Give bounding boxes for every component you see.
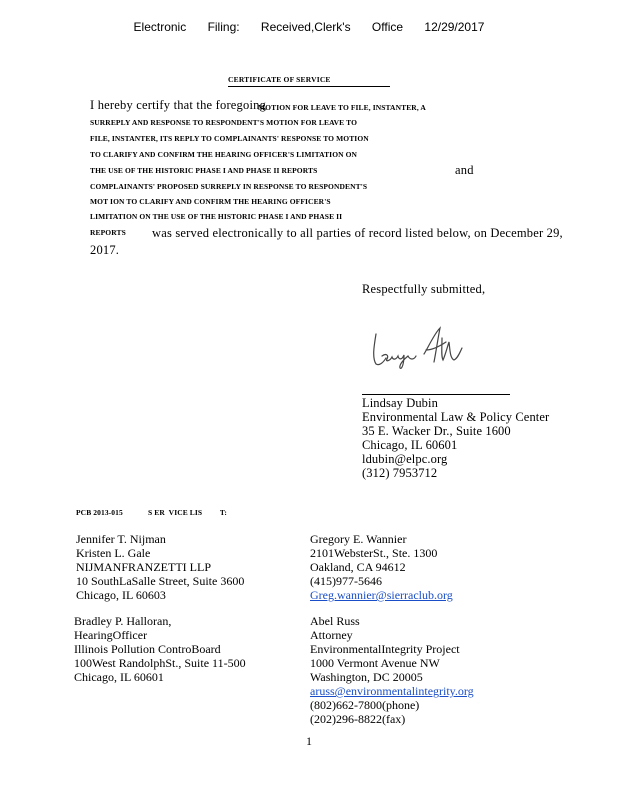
signer-name: Lindsay Dubin <box>362 396 438 410</box>
service-line: Jennifer T. Nijman <box>76 532 166 546</box>
service-line: 10 SouthLaSalle Street, Suite 3600 <box>76 574 245 588</box>
header-date: 12/29/2017 <box>424 20 485 34</box>
service-line: NIJMANFRANZETTI LLP <box>76 560 211 574</box>
certify-intro: I hereby certify that the foregoing <box>90 98 267 112</box>
surreply-line-2: MOT ION TO CLARIFY AND CONFIRM THE HEARING OFFICER'S <box>90 197 331 206</box>
service-line: 1000 Vermont Avenue NW <box>310 656 440 670</box>
motion-line-3: FILE, INSTANTER, ITS REPLY TO COMPLAINANTS' RESPONSE TO MOTION <box>90 134 369 143</box>
service-entry-russ <box>310 614 474 726</box>
service-line: 100West RandolphSt., Suite 11-500 <box>74 656 246 670</box>
signer-email: ldubin@elpc.org <box>362 452 448 466</box>
service-entry-wannier <box>310 532 453 602</box>
service-line: Washington, DC 20005 <box>310 670 423 684</box>
service-line: Kristen L. Gale <box>76 546 151 560</box>
service-line: Chicago, IL 60601 <box>74 670 164 684</box>
and-word: and <box>455 163 474 177</box>
header-filing: Filing: <box>207 20 240 34</box>
service-entry-nijman <box>76 532 244 602</box>
handwritten-signature <box>370 320 470 372</box>
signature-line <box>362 394 510 395</box>
motion-line-2: SURREPLY AND RESPONSE TO RESPONDENT'S MOTION FOR LEAVE TO <box>90 118 358 127</box>
service-line: Gregory E. Wannier <box>310 532 407 546</box>
motion-line-4: TO CLARIFY AND CONFIRM THE HEARING OFFICER'S LIMITATION ON <box>90 150 358 159</box>
signer-city: Chicago, IL 60601 <box>362 438 458 452</box>
closing-text: Respectfully submitted, <box>362 282 486 296</box>
service-line: Oakland, CA 94612 <box>310 560 406 574</box>
surreply-line-3: LIMITATION ON THE USE OF THE HISTORIC PHASE I AND PHASE II <box>90 212 343 221</box>
service-line: EnvironmentalIntegrity Project <box>310 642 460 656</box>
filing-header <box>0 20 618 34</box>
russ-email-link[interactable]: aruss@environmentalintegrity.org <box>310 684 474 698</box>
service-line: Bradley P. Halloran, <box>74 614 172 628</box>
served-text: was served electronically to all parties of record listed below, on December 29, <box>152 226 563 240</box>
service-line: 2101WebsterSt., Ste. 1300 <box>310 546 438 560</box>
motion-line-1: MOTION FOR LEAVE TO FILE, INSTANTER, A <box>258 103 426 112</box>
header-electronic: Electronic <box>133 20 187 34</box>
signature-block <box>362 396 549 480</box>
service-list-heading: S ER VICE LIS T: <box>148 508 227 517</box>
surreply-line-4: REPORTS <box>90 228 126 237</box>
page-number: 1 <box>306 734 312 748</box>
signer-phone: (312) 7953712 <box>362 466 438 480</box>
motion-line-5: THE USE OF THE HISTORIC PHASE I AND PHASE II REPORTS <box>90 166 318 175</box>
service-line: Abel Russ <box>310 614 360 628</box>
signer-address: 35 E. Wacker Dr., Suite 1600 <box>362 424 511 438</box>
header-received: Received,Clerk's <box>260 20 351 34</box>
service-list-case-number: PCB 2013-015 <box>76 508 123 517</box>
wannier-email-link[interactable]: Greg.wannier@sierraclub.org <box>310 588 453 602</box>
service-line: HearingOfficer <box>74 628 148 642</box>
served-year: 2017. <box>90 243 120 257</box>
service-line: Illinois Pollution ControBoard <box>74 642 221 656</box>
header-office: Office <box>371 20 404 34</box>
russ-fax: (202)296-8822(fax) <box>310 712 406 726</box>
service-line: Chicago, IL 60603 <box>76 588 166 602</box>
service-line: (415)977-5646 <box>310 574 382 588</box>
service-line: Attorney <box>310 628 353 642</box>
surreply-line-1: COMPLAINANTS' PROPOSED SURREPLY IN RESPONSE TO RESPONDENT'S <box>90 182 368 191</box>
signer-organization: Environmental Law & Policy Center <box>362 410 550 424</box>
russ-phone: (802)662-7800(phone) <box>310 698 420 712</box>
service-entry-halloran <box>74 614 246 684</box>
title-underline <box>228 86 390 87</box>
certificate-title: CERTIFICATE OF SERVICE <box>228 75 331 84</box>
